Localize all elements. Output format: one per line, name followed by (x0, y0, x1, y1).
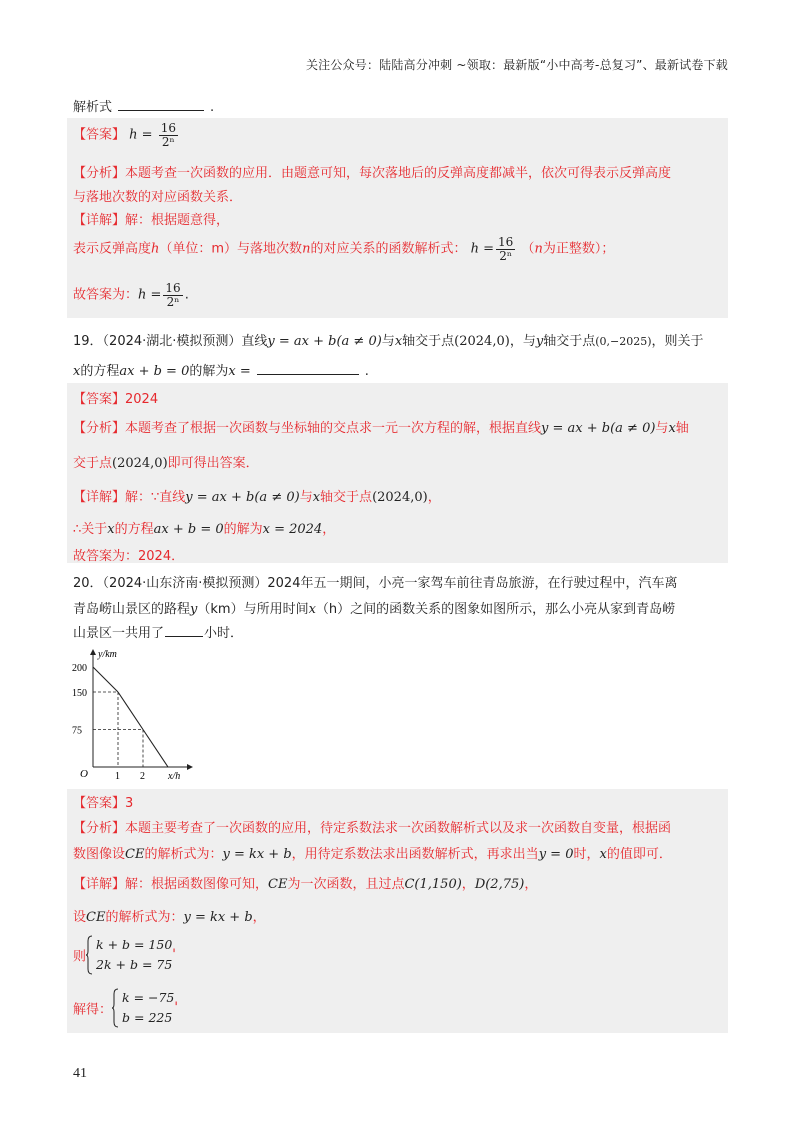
distance-time-graph (70, 645, 210, 785)
y-axis-label: y/km (98, 649, 117, 660)
q20-system: 则 k + b = 150 2k + b = 75 ' (73, 937, 176, 972)
x-axis-label: x/h (168, 771, 181, 782)
q19-detail-1: 【详解】解：∵直线y = ax + b(a ≠ 0)与x轴交于点(2024,0)， (73, 490, 441, 505)
series-segment-2 (118, 692, 143, 730)
q20-analysis-2: 数图像设CE的解析式为：y = kx + b，用待定系数法求出函数解析式，再求出当y = 0时，x的值即可． (73, 847, 672, 862)
q20-analysis-1: 【分析】本题主要考查了一次函数的应用，待定系数法求一次函数解析式以及求一次函数自变量，根据函 (73, 821, 672, 836)
q20-solution: 解得： k = −75 b = 225 ' (73, 990, 178, 1025)
q20-answer: 【答案】3 (73, 796, 134, 811)
y-tick-75: 75 (72, 725, 82, 737)
origin-label: O (80, 768, 88, 780)
q18-answer: 【答案】 h = $\frac{16}{\text{2ⁿ}}$ (73, 121, 176, 149)
q20-stem-1: 20．（2024·山东济南·模拟预测）2024年五一期间，小亮一家驾车前往青岛旅游，在行驶过程中，汽车离 (73, 576, 678, 591)
q18-final: 故答案为：h = $\frac{16}{\text{2ⁿ}}$ . (73, 281, 189, 309)
q18-detail-1: 【详解】解：根据题意得， (73, 213, 230, 228)
q19-answer: 【答案】2024 (73, 392, 159, 407)
q19-analysis-1: 【分析】本题考查了根据一次函数与坐标轴的交点求一元一次方程的解，根据直线y = ax + b(a ≠ 0)与x轴 (73, 421, 689, 436)
q19-detail-2: ∴关于x的方程ax + b = 0的解为x = 2024， (73, 522, 336, 537)
y-tick-150: 150 (72, 688, 87, 699)
q20-detail-2: 设CE的解析式为：y = kx + b， (73, 910, 266, 925)
q20-stem-2: 青岛崂山景区的路程y（km）与所用时间x（h）之间的函数关系的图象如图所示，那么小亮从家到青岛崂 (73, 602, 676, 617)
q19-stem-2: x的方程ax + b = 0的解为x = . (73, 364, 369, 379)
q18-analysis-1: 【分析】本题考查一次函数的应用．由题意可知，每次落地后的反弹高度都减半，依次可得表示反弹高度 (73, 166, 672, 181)
series-segment-3 (143, 730, 168, 768)
q19-analysis-2: 交于点(2024,0)即可得出答案． (73, 456, 259, 471)
series-segment-1 (93, 667, 118, 692)
q18-detail-2: 表示反弹高度h（单位：m）与落地次数n的对应关系的函数解析式： h = $\frac{16}{\text{2ⁿ}}$ （n为正整数）； (73, 235, 615, 263)
prev-question-tail: 解析式 . (73, 100, 215, 115)
x-tick-2: 2 (140, 771, 145, 782)
q20-stem-3: 山景区一共用了 小时． (73, 626, 244, 641)
q20-detail-1: 【详解】解：根据函数图像可知，CE为一次函数，且过点C(1,150)，D(2,75)， (73, 877, 538, 892)
q19-stem-1: 19．（2024·湖北·模拟预测）直线y = ax + b(a ≠ 0)与x轴交于点(2024,0)，与y轴交于点(0,−2025)，则关于 (73, 334, 704, 349)
q19-final: 故答案为：2024． (73, 549, 185, 564)
y-tick-200: 200 (72, 663, 87, 674)
page-header: 关注公众号：陆陆高分冲刺 ~领取：最新版“小中高考-总复习”、最新试卷下载 (305, 58, 728, 72)
page-number: 41 (73, 1066, 87, 1081)
x-tick-1: 1 (115, 771, 120, 782)
q18-analysis-2: 与落地次数的对应函数关系． (73, 190, 243, 205)
